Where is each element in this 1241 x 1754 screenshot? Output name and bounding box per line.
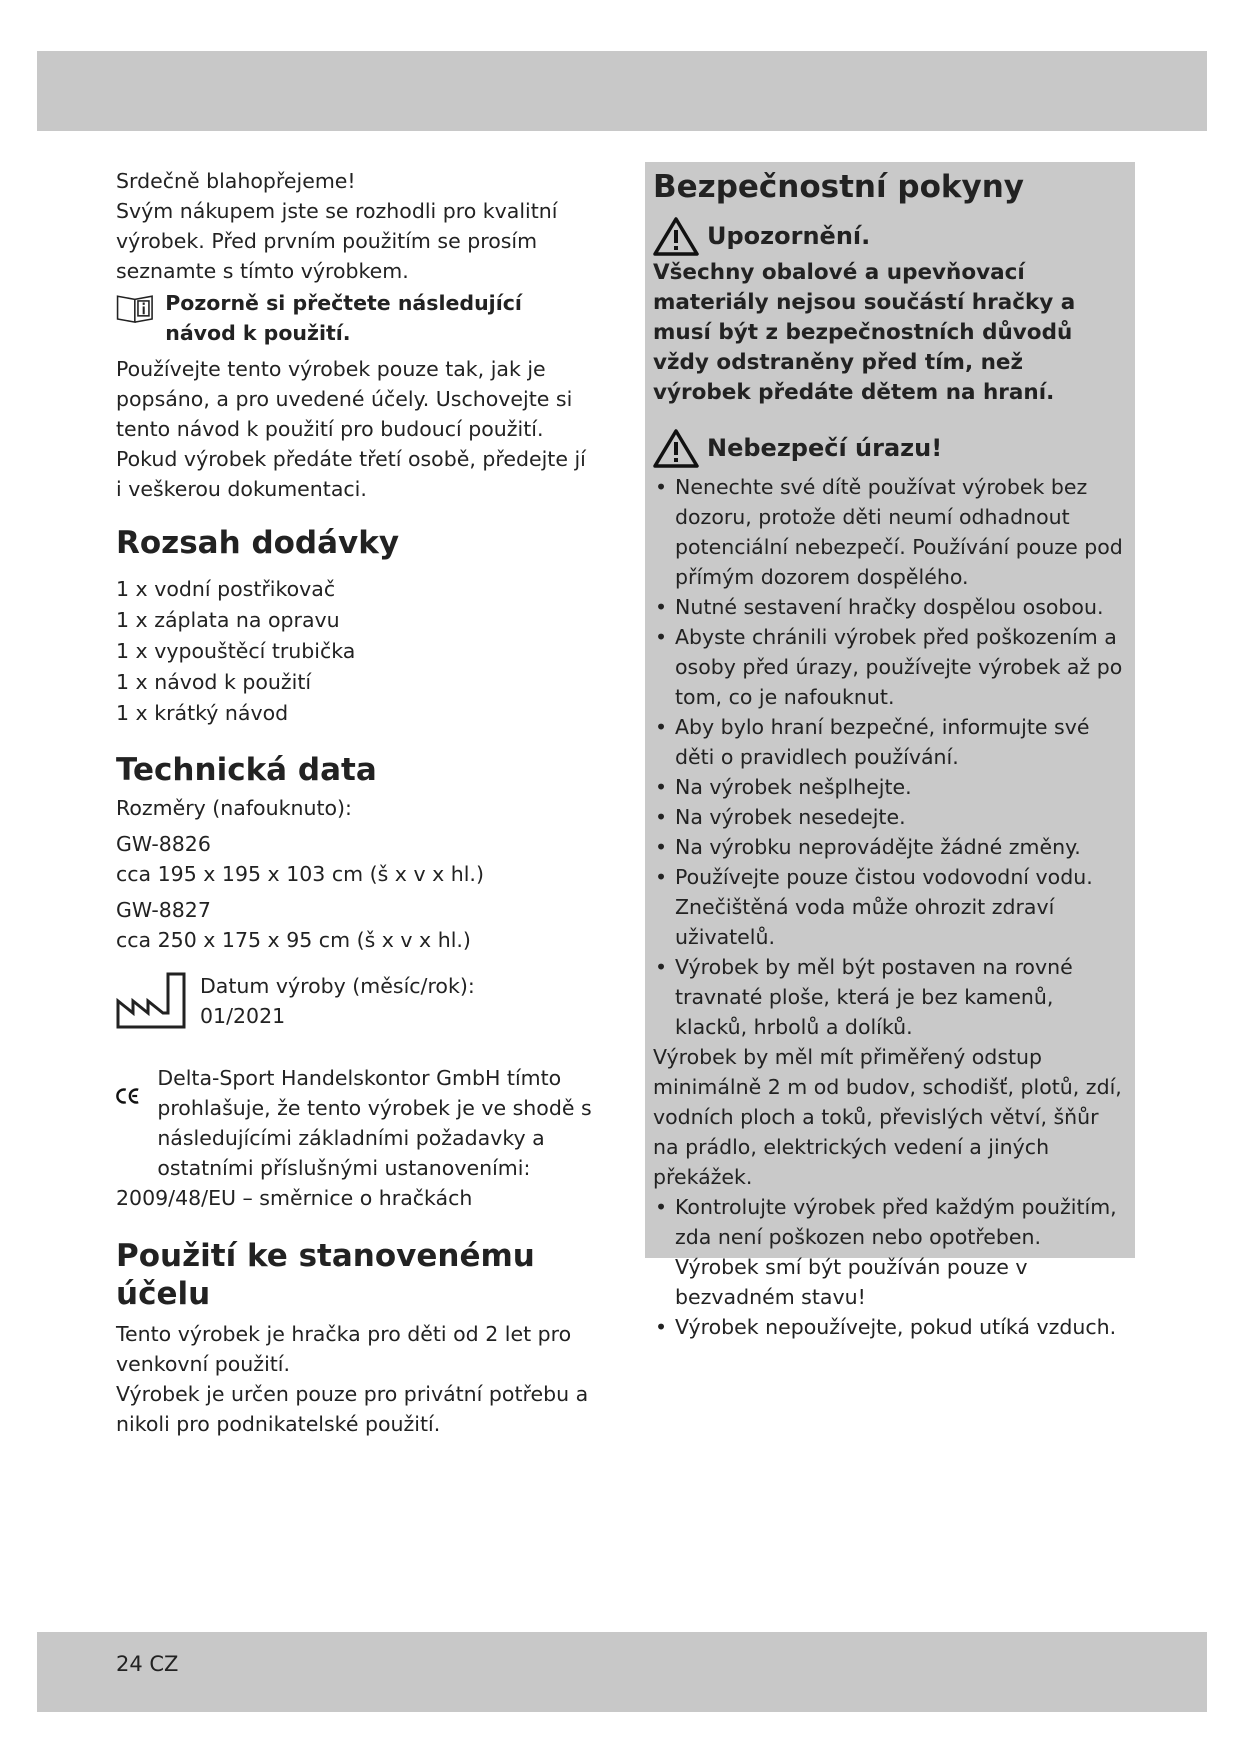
model-dims: cca 195 x 195 x 103 cm (š x v x hl.) [116,862,484,886]
danger-title: Nebezpečí úrazu! [707,434,943,462]
delivery-list [116,574,596,729]
warning-triangle-icon [653,428,699,468]
manual-info-icon [116,288,155,328]
list-item: • Nenechte své dítě používat výrobek bez dozoru, protože děti neumí odhadnout potenciální nebezpečí. Používání pouze pod přímým dozorem dospělého. [653,472,1125,592]
list-item: • Na výrobek nešplhejte. [653,772,1125,802]
intro-text: Svým nákupem jste se rozhodli pro kvalitní výrobek. Před prvním použitím se prosím seznamte s tímto výrobkem. [116,199,558,283]
warning-title: Upozornění. [707,222,871,250]
intended-text-1: Tento výrobek je hračka pro děti od 2 let pro venkovní použití. [116,1322,572,1376]
list-item: • Aby bylo hraní bezpečné, informujte své děti o pravidlech používání. [653,712,1125,772]
model-name: GW-8826 [116,832,211,856]
usage-text: Používejte tento výrobek pouze tak, jak je popsáno, a pro uvedené účely. Uschovejte si tento návod k použití pro budoucí použití. Pokud výrobek předáte třetí osobě, předejte jí i veškerou dokumentaci. [116,357,586,501]
model-name: GW-8827 [116,898,211,922]
factory-icon [116,971,186,1029]
intended-use-heading: Použití ke stanovenému účelu [116,1238,535,1312]
safety-list [653,472,1125,1042]
delivery-heading: Rozsah dodávky [116,525,400,561]
date-label: Datum výroby (měsíc/rok): [200,974,475,998]
tech-heading: Technická data [116,752,377,788]
notice-text: Pozorně si přečtete následující návod k použití. [165,291,522,345]
left-column [116,166,596,1439]
safety-list-end [653,1192,1125,1342]
list-item: 1 x vypouštěcí trubička [116,639,356,663]
dims-label: Rozměry (nafouknuto): [116,796,352,820]
safety-heading: Bezpečnostní pokyny [653,169,1025,205]
manufacture-date [116,971,596,1031]
list-item: • Na výrobek nesedejte. [653,802,1125,832]
list-item: • Kontrolujte výrobek před každým použitím, zda není poškozen nebo opotřeben. Výrobek smí být používán pouze v bezvadném stavu! [653,1192,1125,1312]
list-item: • Používejte pouze čistou vodovodní vodu. Znečištěná voda může ohrozit zdraví uživatelů. [653,862,1125,952]
list-item: 1 x vodní postřikovač [116,577,336,601]
page-number: 24 CZ [116,1652,179,1676]
list-item: • Výrobek nepoužívejte, pokud utíká vzduch. [653,1312,1125,1342]
ce-text: Delta-Sport Handelskontor GmbH tímto prohlašuje, že tento výrobek je ve shodě s následujícími základními požadavky a ostatními příslušnými ustanoveními: [157,1066,592,1180]
greeting: Srdečně blahopřejeme! [116,169,356,193]
list-item-continuation: Výrobek by měl mít přiměřený odstup minimálně 2 m od budov, schodišť, plotů, zdí, vodních ploch a toků, převislých větví, šňůr na prádlo, elektrických vedení a jiných překážek. [653,1045,1122,1189]
model-dims: cca 250 x 175 x 95 cm (š x v x hl.) [116,928,471,952]
list-item: 1 x krátký návod [116,701,289,725]
ce-mark-icon [116,1063,139,1129]
directive-text: 2009/48/EU – směrnice o hračkách [116,1186,473,1210]
read-manual-notice [116,288,596,348]
model-block [116,895,596,955]
model-block [116,829,596,889]
intended-text-2: Výrobek je určen pouze pro privátní potřebu a nikoli pro podnikatelské použití. [116,1382,589,1436]
date-value: 01/2021 [200,1004,286,1028]
list-item: 1 x návod k použití [116,670,312,694]
ce-declaration [116,1063,596,1183]
list-item: • Výrobek by měl být postaven na rovné travnaté ploše, která je bez kamenů, klacků, hrbolů a dolíků. [653,952,1125,1042]
safety-box [645,162,1135,1339]
warning-heading [653,216,1125,256]
list-item: 1 x záplata na opravu [116,608,340,632]
danger-heading [653,428,1125,468]
list-item: • Na výrobku neprovádějte žádné změny. [653,832,1125,862]
warning-text: Všechny obalové a upevňovací materiály nejsou součástí hračky a musí být z bezpečnostních důvodů vždy odstraněny před tím, než výrobek předáte dětem na hraní. [653,260,1076,405]
list-item: • Nutné sestavení hračky dospělou osobou. [653,592,1125,622]
list-item: • Abyste chránili výrobek před poškozením a osoby před úrazy, používejte výrobek až po tom, co je nafouknut. [653,622,1125,712]
footer-bar [37,1632,1207,1712]
warning-triangle-icon [653,216,699,256]
header-bar [37,51,1207,131]
